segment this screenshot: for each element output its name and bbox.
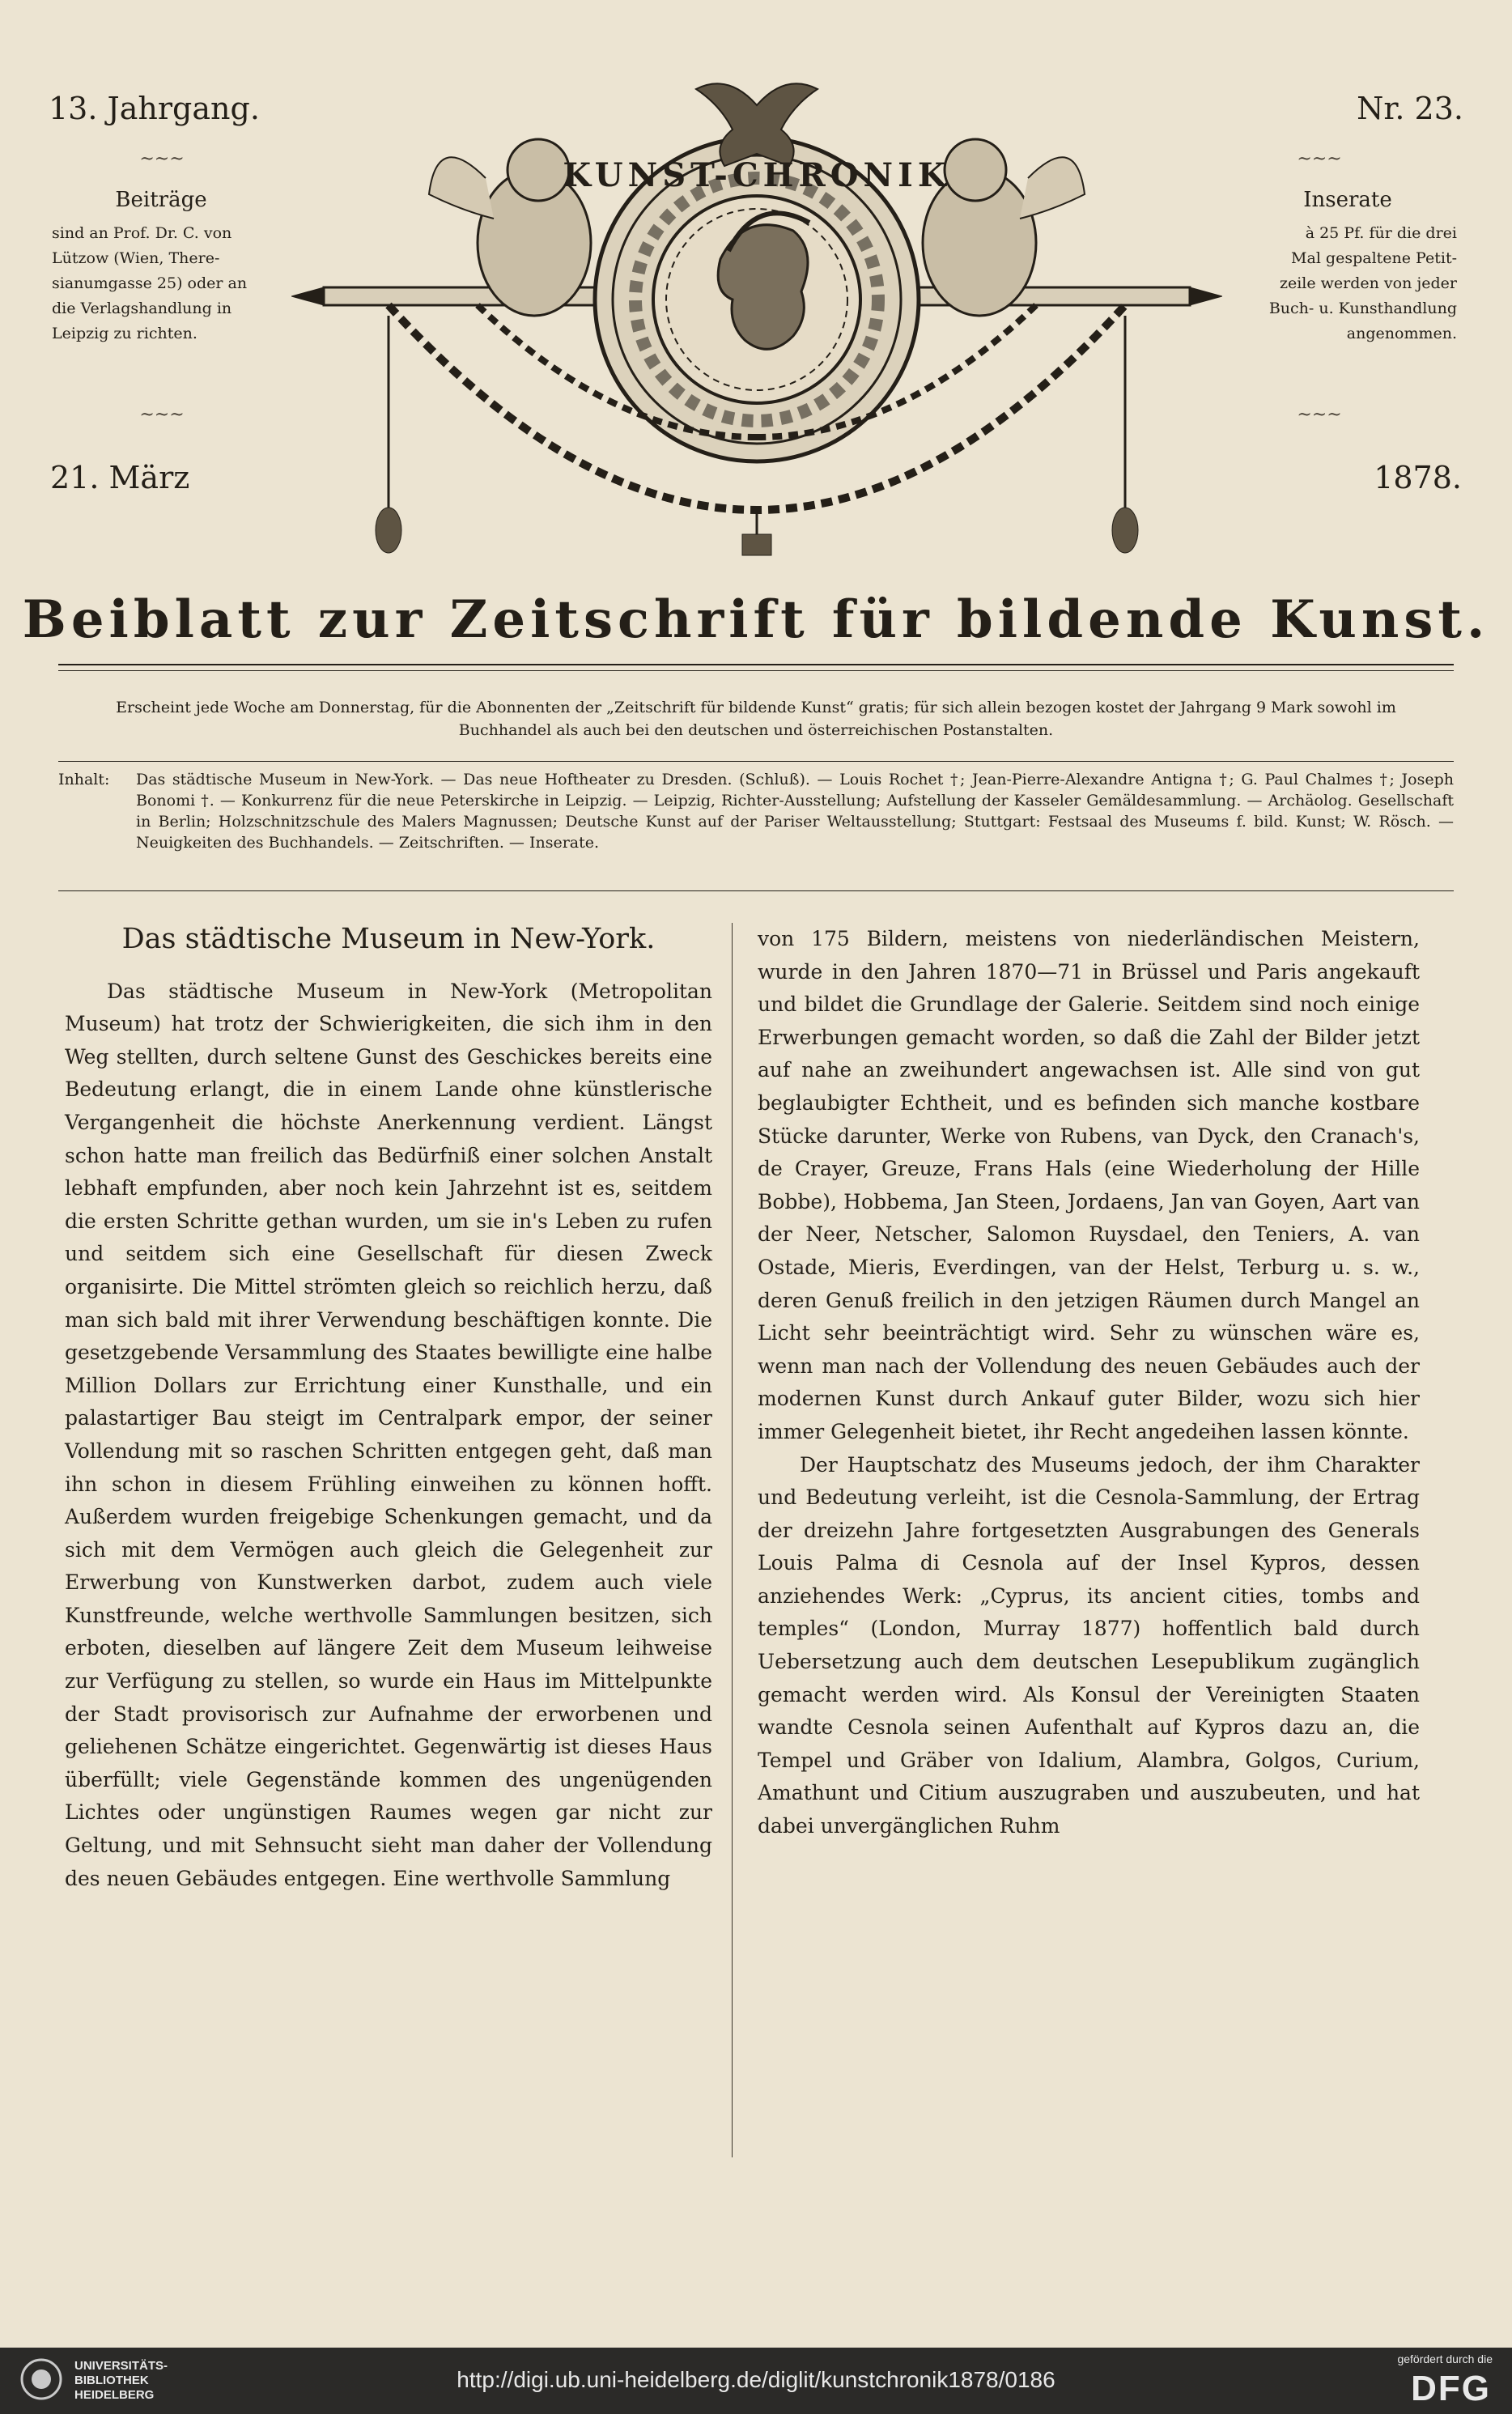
divider-rule [58, 670, 1454, 671]
volume-label: 13. Jahrgang. [49, 91, 260, 126]
divider-rule [58, 890, 1454, 891]
adverts-line: zeile werden von jeder [1279, 274, 1457, 292]
viewer-footer [0, 2348, 1512, 2414]
contributions-line: Leipzig zu richten. [52, 325, 197, 342]
masthead-ornament-left: ~~~ [139, 149, 185, 169]
column-divider [732, 923, 733, 2157]
contributions-line: sianumgasse 25) oder an [52, 274, 248, 292]
divider-rule [58, 761, 1454, 762]
contributions-heading: Beiträge [115, 188, 207, 212]
adverts-line: Mal gespaltene Petit- [1291, 249, 1457, 267]
masthead-top-row [49, 91, 1463, 139]
adverts-heading: Inserate [1303, 188, 1392, 212]
adverts-line: à 25 Pf. für die drei [1305, 224, 1457, 242]
issue-date: 21. März [50, 460, 190, 495]
issue-label: Nr. 23. [1357, 91, 1463, 126]
issue-year: 1878. [1374, 460, 1462, 495]
contents-label: Inhalt: [58, 771, 110, 788]
adverts-line: Buch- u. Kunsthandlung [1268, 300, 1457, 317]
emblem-text: KUNST-CHRONIK [563, 156, 951, 194]
table-of-contents [58, 769, 1454, 853]
publication-title: Beiblatt zur Zeitschrift für bildende Kunst. [22, 589, 1490, 650]
adverts-line: angenommen. [1346, 325, 1457, 342]
library-name-line: HEIDELBERG [74, 2388, 155, 2402]
divider-rule [58, 664, 1454, 665]
article-column-left [65, 923, 712, 1895]
permalink-url[interactable]: http://digi.ub.uni-heidelberg.de/diglit/kunstchronik1878/0186 [457, 2367, 1055, 2392]
article-paragraph: Das städtische Museum in New-York (Metropolitan Museum) hat trotz der Schwierigkeiten, die sich ihm in den Weg stellten, durch seltene Gunst des Geschickes bereits eine Bedeutung erlangt, die in einem Lande ohne künstlerische Vergangenheit die höchste Anerkennung verdient. Längst schon hatte man freilich das Bedürfniß einer solchen Anstalt lebhaft empfunden, aber noch kein Jahrzehnt ist es, seitdem die ersten Schritte gethan wurden, um sie in's Leben zu rufen und seitdem sich eine Gesellschaft für diesen Zweck organisirte. Die Mittel strömten gleich so reichlich herzu, daß man sich bald mit ihrer Verwendung beschäftigen konnte. Die gesetzgebende Versammlung des Staates bewilligte eine halbe Million Dollars zur Errichtung einer Kunsthalle, und ein palastartiger Bau steigt im Centralpark empor, der seiner Vollendung mit so raschen Schritten entgegen geht, daß man ihn schon in diesem Frühling einweihen zu können hofft. Außerdem wurden freigebige Schenkungen gemacht, und da sich mit dem Vermögen auch gleich die Gelegenheit zur Erwerbung von Kunstwerken darbot, zudem auch viele Kunstfreunde, welche werthvolle Sammlungen besitzen, sich erboten, dieselben auf längere Zeit dem Museum leihweise zur Verfügung zu stellen, so wurde ein Haus im Mittelpunkte der Stadt provisorisch zur Aufnahme der erworbenen und geliehenen Schätze eingerichtet. Gegenwärtig ist dieses Haus überfüllt; viele Gegenstände kommen des ungenügenden Lichtes oder ungünstigen Raumes wegen gar nicht zur Geltung, und mit Sehnsucht sieht man daher der Vollendung des neuen Gebäudes entgegen. Eine werthvolle Sammlung [65, 979, 712, 1890]
article-paragraph: von 175 Bildern, meistens von niederländischen Meistern, wurde in den Jahren 1870—71 in Brüssel und Paris angekauft und bildet die Grundlage der Galerie. Seitdem sind noch einige Erwerbungen gemacht worden, so daß die Zahl der Bilder jetzt auf nahe an zweihundert angewachsen ist. Alle sind von gut beglaubigter Echtheit, und es befinden sich manche kostbare Stücke darunter, Werke von Rubens, van Dyck, den Cranach's, de Crayer, Greuze, Frans Hals (eine Wiederholung der Hille Bobbe), Hobbema, Jan Steen, Jordaens, Jan van Goyen, Aart van der Neer, Netscher, Salomon Ruysdael, den Teniers, A. van Ostade, Mieris, Everdingen, van der Helst, Terburg u. s. w., deren Genuß freilich in den jetzigen Räumen durch Mangel an Licht sehr beeinträchtigt wird. Sehr zu wünschen wäre es, wenn man nach der Vollendung des neuen Gebäudes auch der modernen Kunst durch Ankauf guter Bilder, wozu sich hier immer Gelegenheit bietet, ihr Recht angedeihen lassen könnte. [758, 927, 1420, 1443]
funding-note: gefördert durch die [1397, 2352, 1493, 2365]
contributions-box [52, 188, 270, 346]
adverts-box [1238, 188, 1457, 346]
dfg-logo: DFG [1411, 2369, 1491, 2408]
contents-text: Das städtische Museum in New-York. — Das neue Hoftheater zu Dresden. (Schluß). — Louis Rochet †; Jean-Pierre-Alexandre Antigna †; G. Paul Chalmes †; Joseph Bonomi †. — Konkurrenz für die neue Peterskirche in Leipzig. — Leipzig, Richter-Ausstellung; Aufstellung der Kasseler Gemäldesammlung. — Archäolog. Gesellschaft in Berlin; Holzschnitzschule des Malers Magnussen; Deutsche Kunst auf der Pariser Weltausstellung; Stuttgart: Festsaal des Museums f. bild. Kunst; W. Rösch. — Neuigkeiten des Buchhandels. — Zeitschriften. — Inserate. [136, 771, 1454, 852]
contributions-line: sind an Prof. Dr. C. von [52, 224, 232, 242]
masthead-ornament-left-lower: ~~~ [139, 405, 185, 425]
masthead-ornament-right-lower: ~~~ [1297, 405, 1342, 425]
masthead-ornament-right: ~~~ [1297, 149, 1342, 169]
library-name-line: UNIVERSITÄTS- [74, 2359, 168, 2373]
library-name-line: BIBLIOTHEK [74, 2374, 149, 2387]
article-paragraph: Der Hauptschatz des Museums jedoch, der ihm Charakter und Bedeutung verleiht, ist die Cesnola-Sammlung, der Ertrag der dreizehn Jahre fortgesetzten Ausgrabungen des Generals Louis Palma di Cesnola auf der Insel Kypros, dessen anziehendes Werk: „Cyprus, its ancient cities, tombs and temples“ (London, Murray 1877) hoffentlich bald durch Uebersetzung auch dem deutschen Lesepublikum zugänglich gemacht werden wird. Als Konsul der Vereinigten Staaten wandte Cesnola seinen Aufenthalt auf Kypros dazu an, die Tempel und Gräber von Idalium, Alambra, Golgos, Curium, Amathunt und Citium auszugraben und auszubeuten, und hat dabei unvergänglichen Ruhm [758, 1452, 1420, 1838]
subscription-notice: Erscheint jede Woche am Donnerstag, für die Abonnenten der „Zeitschrift für bildende Kunst“ gratis; für sich allein bezogen kostet der Jahrgang 9 Mark sowohl im Buchhandel als auch bei den deutschen und österreichischen Postanstalten. [116, 699, 1396, 739]
contributions-line: Lützow (Wien, There- [52, 249, 220, 267]
contributions-line: die Verlagshandlung in [52, 300, 232, 317]
article-column-right [758, 923, 1420, 1843]
article-title: Das städtische Museum in New-York. [121, 923, 656, 955]
